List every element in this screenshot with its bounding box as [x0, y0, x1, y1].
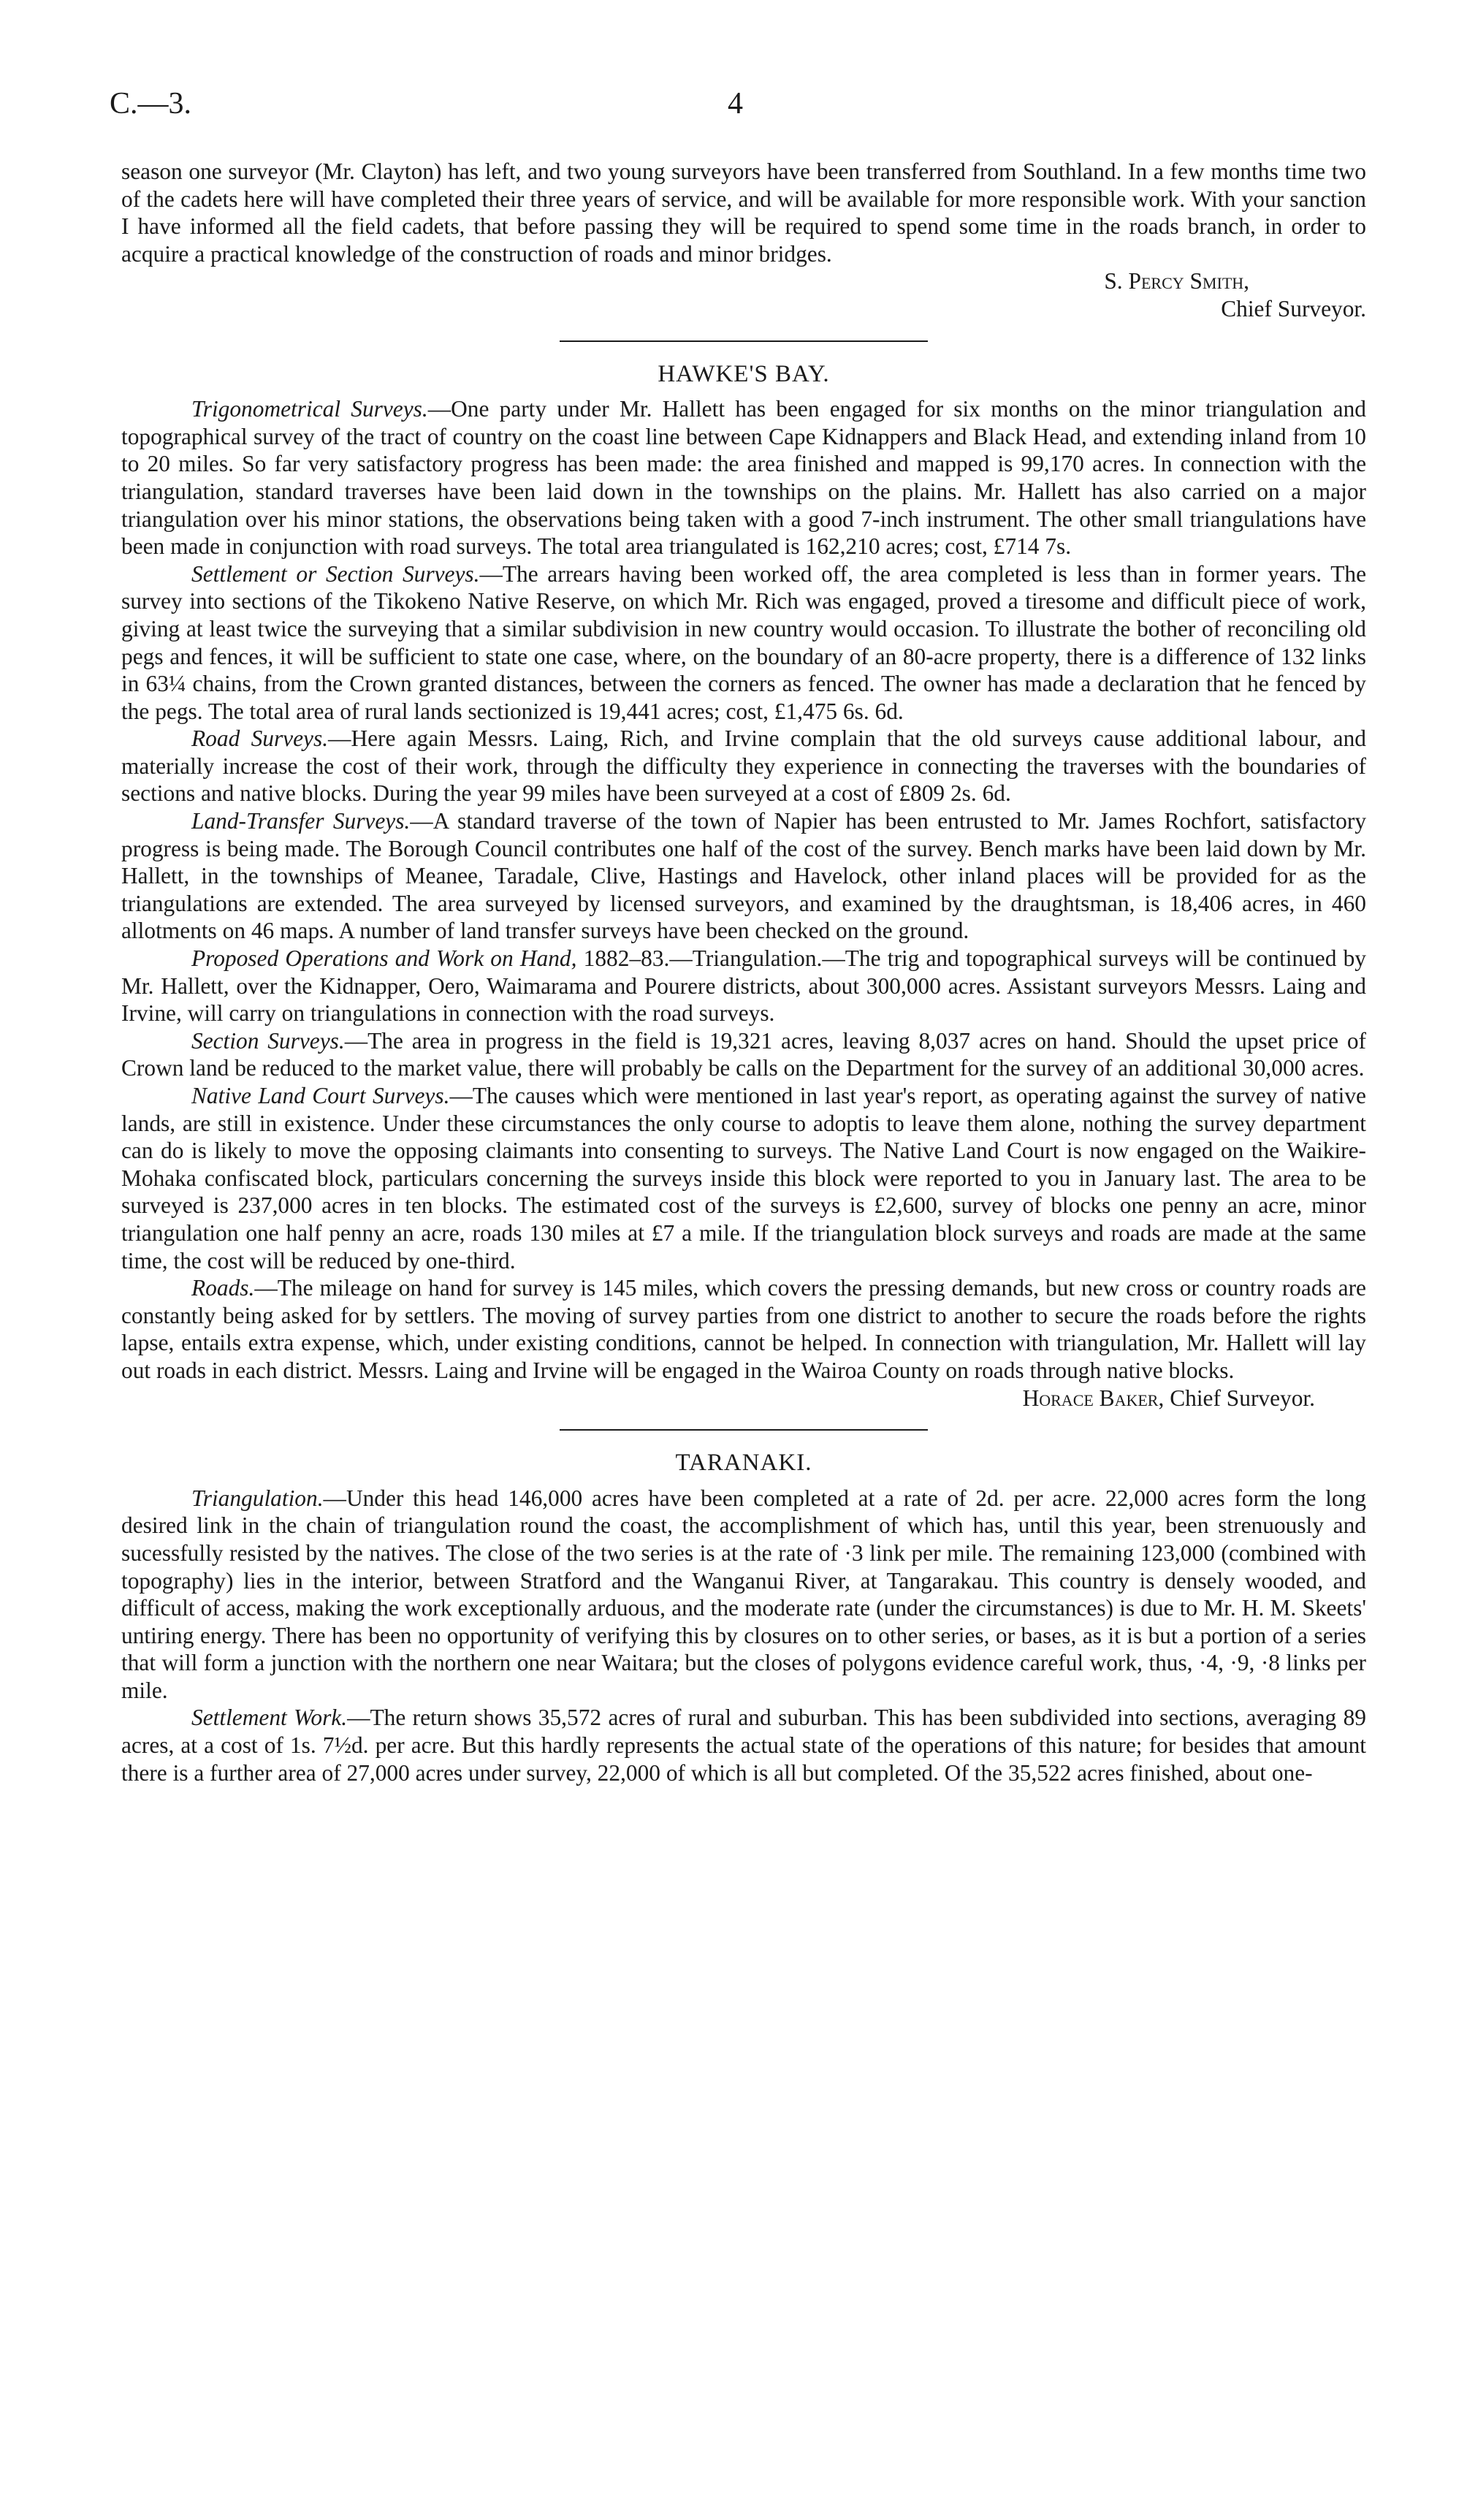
paragraph-settlement-work: Settlement Work.—The return shows 35,572 acres of rural and suburban. This has been subdivided into sections, averaging 89 acres, at a cost of 1s. 7½d. per acre. But this hardly represents the actual state of the operations of this nature; for besides that amount there is a further area of 27,000 acres under survey, 22,000 of which is all but completed. Of the 35,522 acres finished, about one-: [121, 1705, 1366, 1786]
paragraph-triangulation: Triangulation.—Under this head 146,000 acres have been completed at a rate of 2d. per acre. 22,000 acres form the long desired link in the chain of triangulation round the coast, the accomplishment of which has, until this year, been strenuously and sucessfully resisted by the natives. The close of the two series is at the rate of ·3 link per mile. The remaining 123,000 (combined with topography) lies in the interior, between Stratford and the Wanganui River, at Tangarakau. This country is densely wooded, and difficult of access, making the work exceptionally arduous, and the moderate rate (under the circumstances) is due to Mr. H. M. Skeets' untiring energy. There has been no opportunity of verifying this by closures on to other series, or bases, as it is but a portion of a series that will form a junction with the northern one near Waitara; but the closes of polygons evidence careful work, thus, ·4, ·9, ·8 links per mile.: [121, 1485, 1366, 1703]
paragraph-trigonometrical-surveys: Trigonometrical Surveys.—One party under Mr. Hallett has been engaged for six months on the minor triangulation and topographical survey of the tract of country on the coast line between Cape Kidnappers and Black Head, and extending inland from 10 to 20 miles. So far very satisfactory progress has been made: the area finished and mapped is 99,170 acres. In connection with the triangulation, standard traverses have been laid down in the townships on the plains. Mr. Hallett has also carried on a major triangulation over his minor stations, the observations being taken with a good 7-inch instrument. The other small triangulations have been made in conjunction with road surveys. The total area triangulated is 162,210 acres; cost, £714 7s.: [121, 396, 1366, 560]
page-number: 4: [728, 87, 743, 121]
paragraph-roads: Roads.—The mileage on hand for survey is 145 miles, which covers the pressing demands, but new cross or country roads are constantly being asked for by settlers. The moving of survey parties from one district to another to secure the roads before the rights lapse, entails extra expense, which, under existing conditions, cannot be helped. In connection with triangulation, Mr. Hallett will lay out roads in each district. Messrs. Laing and Irvine will be engaged in the Wairoa County on roads through native blocks.: [121, 1275, 1366, 1383]
paragraph-section-surveys: Section Surveys.—The area in progress in the field is 19,321 acres, leaving 8,037 acres on hand. Should the upset price of Crown land be reduced to the market value, there will probably be calls on the Department for the survey of an additional 30,000 acres.: [121, 1027, 1366, 1081]
intro-paragraph: season one surveyor (Mr. Clayton) has left, and two young surveyors have been transferred from Southland. In a few months time two of the cadets here will have completed their three years of service, and will be available for more responsible work. With your sanction I have informed all the field cadets, that before passing they will be required to spend some time in the roads branch, in order to acquire a practical knowledge of the construction of roads and minor bridges.: [121, 159, 1366, 267]
paragraph-native-land-court-surveys: Native Land Court Surveys.—The causes which were mentioned in last year's report, as operating against the survey of native lands, are still in existence. Under these circumstances the only course to adoptis to leave them alone, nothing the survey department can do is likely to move the opposing claimants into consenting to surveys. The Native Land Court is now engaged on the Waikire-Mohaka confiscated block, particulars concerning the surveys inside this block were reported to you in January last. The area to be surveyed is 237,000 acres in ten blocks. The estimated cost of the surveys is £2,600, survey of blocks one penny an acre, minor triangulation one half penny an acre, roads 130 miles at £7 a mile. If the triangulation block surveys and roads are made at the same time, the cost will be reduced by one-third.: [121, 1083, 1366, 1274]
signature-smith-title: Chief Surveyor.: [1221, 295, 1366, 321]
heading-hawkes-bay: HAWKE'S BAY.: [658, 360, 830, 387]
paragraph-settlement-section-surveys: Settlement or Section Surveys.—The arrears having been worked off, the area completed is less than in former years. The survey into sections of the Tikokeno Native Reserve, on which Mr. Rich was engaged, proved a tiresome and difficult piece of work, giving at least twice the surveying that a similar subdivision in new country would occasion. To illustrate the bother of reconciling old pegs and fences, it will be sufficient to state one case, where, on the boundary of an 80-acre property, there is a difference of 132 links in 63¼ chains, from the Crown granted distances, between the corners as fenced. The owner has made a declaration that he fenced by the pegs. The total area of rural lands sectionized is 19,441 acres; cost, £1,475 6s. 6d.: [121, 560, 1367, 724]
document-reference: C.—3.: [110, 87, 192, 121]
page-body: [121, 158, 1366, 1786]
signature-smith-name: S. Percy Smith,: [1104, 268, 1249, 294]
paragraph-land-transfer-surveys: Land-Transfer Surveys.—A standard traverse of the town of Napier has been entrusted to Mr. James Rochfort, satisfactory progress is being made. The Borough Council contributes one half of the cost of the survey. Bench marks have been laid down by Mr. Hallett, in the townships of Meanee, Taradale, Clive, Hastings and Havelock, other inland places will be provided for as the triangulations are extended. The area surveyed by licensed surveyors, and examined by the draughtsman, is 18,406 acres, in 460 allotments on 46 maps. A number of land transfer surveys have been checked on the ground.: [121, 808, 1367, 944]
section-divider: [560, 340, 928, 342]
signature-baker: Horace Baker, Chief Surveyor.: [1022, 1385, 1315, 1411]
heading-taranaki: TARANAKI.: [675, 1450, 812, 1477]
paragraph-proposed-operations: Proposed Operations and Work on Hand, 1882–83.—Triangulation.—The trig and topographical surveys will be continued by Mr. Hallett, over the Kidnapper, Oero, Waimarama and Pourere districts, about 300,000 acres. Assistant surveyors Messrs. Laing and Irvine, will carry on triangulations in connection with the road surveys.: [121, 945, 1366, 1027]
paragraph-road-surveys: Road Surveys.—Here again Messrs. Laing, Rich, and Irvine complain that the old surveys cause additional labour, and materially increase the cost of their work, through the difficulty they experience in connecting the traverses with the boundaries of sections and native blocks. During the year 99 miles have been surveyed at a cost of £809 2s. 6d.: [121, 726, 1366, 807]
section-divider: [560, 1429, 928, 1431]
